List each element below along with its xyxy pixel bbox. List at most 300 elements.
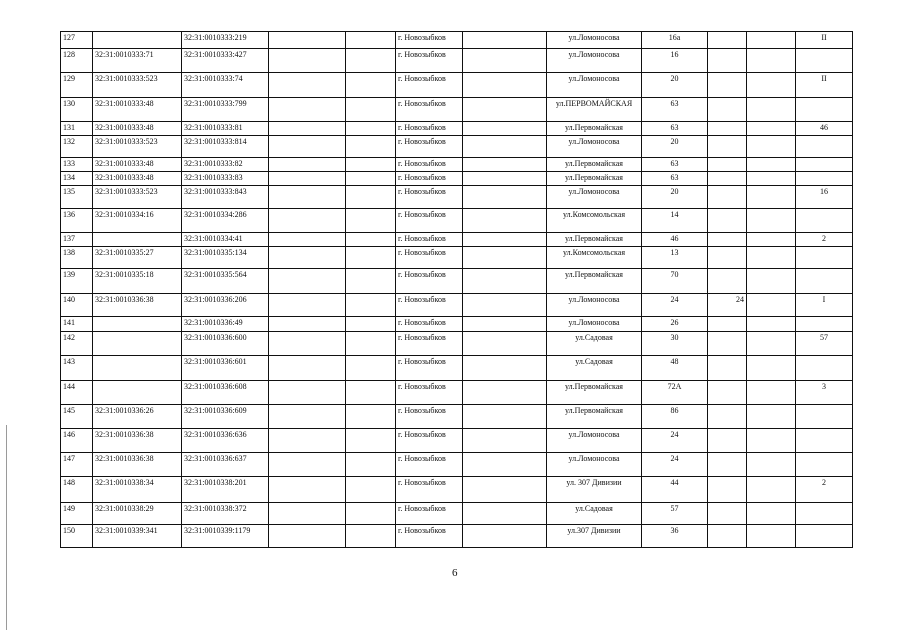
- cell-extra-col-c: [463, 317, 547, 332]
- cell-flat-number: [708, 158, 747, 172]
- cell-flat-number: [708, 317, 747, 332]
- cell-extra-col-d: [747, 525, 796, 548]
- table-row: [61, 502, 853, 524]
- cell-street: ул.Первомайская: [547, 171, 642, 185]
- cell-extra-col-a: [269, 293, 346, 317]
- cell-settlement: г. Новозыбков: [396, 98, 463, 122]
- cell-extra-col-d: [747, 502, 796, 524]
- cell-settlement: г. Новозыбков: [396, 158, 463, 172]
- cell-building-cadastral-number: 32:31:0010336:609: [182, 404, 269, 429]
- cell-house-number: 16: [642, 49, 708, 73]
- cell-house-number: 30: [642, 332, 708, 356]
- cell-extra-col-b: [346, 171, 396, 185]
- table-row: [61, 293, 853, 317]
- cell-category: [796, 452, 853, 477]
- cell-street: ул.Ломоносова: [547, 135, 642, 157]
- cell-extra-col-d: [747, 121, 796, 135]
- cell-street: ул.Садовая: [547, 355, 642, 381]
- cell-extra-col-a: [269, 32, 346, 49]
- cell-street: ул.Комсомольская: [547, 209, 642, 233]
- cell-extra-col-d: [747, 135, 796, 157]
- cell-building-cadastral-number: 32:31:0010336:206: [182, 293, 269, 317]
- cell-flat-number: [708, 232, 747, 246]
- cell-extra-col-d: [747, 246, 796, 268]
- cell-extra-col-b: [346, 452, 396, 477]
- cell-extra-col-b: [346, 332, 396, 356]
- cell-extra-col-c: [463, 121, 547, 135]
- cell-extra-col-d: [747, 429, 796, 453]
- cell-category: [796, 98, 853, 122]
- cell-extra-col-b: [346, 185, 396, 209]
- cell-land-cadastral-number: 32:31:0010339:341: [93, 525, 182, 548]
- cell-land-cadastral-number: 32:31:0010333:48: [93, 121, 182, 135]
- cell-extra-col-b: [346, 98, 396, 122]
- cell-extra-col-c: [463, 332, 547, 356]
- cell-category: [796, 171, 853, 185]
- property-registry-table: [60, 31, 853, 548]
- cell-extra-col-d: [747, 293, 796, 317]
- cell-extra-col-c: [463, 49, 547, 73]
- cell-extra-col-c: [463, 269, 547, 294]
- cell-land-cadastral-number: 32:31:0010335:18: [93, 269, 182, 294]
- cell-house-number: 46: [642, 232, 708, 246]
- cell-category: 16: [796, 185, 853, 209]
- cell-flat-number: [708, 135, 747, 157]
- cell-building-cadastral-number: 32:31:0010336:49: [182, 317, 269, 332]
- table-row: [61, 158, 853, 172]
- cell-land-cadastral-number: 32:31:0010338:34: [93, 477, 182, 503]
- cell-row-number: 134: [61, 171, 93, 185]
- table-row: [61, 135, 853, 157]
- cell-house-number: 20: [642, 185, 708, 209]
- cell-extra-col-b: [346, 502, 396, 524]
- cell-street: ул.Ломоносова: [547, 185, 642, 209]
- cell-row-number: 128: [61, 49, 93, 73]
- cell-category: [796, 49, 853, 73]
- cell-category: [796, 404, 853, 429]
- cell-extra-col-d: [747, 49, 796, 73]
- cell-row-number: 140: [61, 293, 93, 317]
- cell-settlement: г. Новозыбков: [396, 525, 463, 548]
- cell-house-number: 24: [642, 429, 708, 453]
- cell-extra-col-c: [463, 158, 547, 172]
- cell-category: I: [796, 293, 853, 317]
- cell-extra-col-b: [346, 269, 396, 294]
- cell-extra-col-c: [463, 135, 547, 157]
- cell-house-number: 86: [642, 404, 708, 429]
- cell-row-number: 130: [61, 98, 93, 122]
- cell-category: [796, 317, 853, 332]
- cell-flat-number: [708, 332, 747, 356]
- cell-building-cadastral-number: 32:31:0010333:81: [182, 121, 269, 135]
- cell-extra-col-d: [747, 185, 796, 209]
- cell-settlement: г. Новозыбков: [396, 477, 463, 503]
- cell-category: [796, 502, 853, 524]
- cell-building-cadastral-number: 32:31:0010333:799: [182, 98, 269, 122]
- cell-building-cadastral-number: 32:31:0010336:608: [182, 381, 269, 405]
- cell-land-cadastral-number: [93, 232, 182, 246]
- cell-street: ул.Первомайская: [547, 269, 642, 294]
- table-row: [61, 332, 853, 356]
- cell-land-cadastral-number: 32:31:0010333:523: [93, 72, 182, 98]
- table-row: [61, 232, 853, 246]
- cell-extra-col-d: [747, 477, 796, 503]
- cell-extra-col-c: [463, 32, 547, 49]
- cell-house-number: 70: [642, 269, 708, 294]
- table-row: [61, 452, 853, 477]
- cell-house-number: 14: [642, 209, 708, 233]
- cell-house-number: 13: [642, 246, 708, 268]
- cell-house-number: 36: [642, 525, 708, 548]
- cell-land-cadastral-number: 32:31:0010336:38: [93, 452, 182, 477]
- cell-settlement: г. Новозыбков: [396, 49, 463, 73]
- cell-extra-col-c: [463, 185, 547, 209]
- table-row: [61, 185, 853, 209]
- cell-building-cadastral-number: 32:31:0010333:843: [182, 185, 269, 209]
- scan-edge-line: [6, 425, 7, 630]
- table-row: [61, 209, 853, 233]
- cell-house-number: 26: [642, 317, 708, 332]
- cell-row-number: 149: [61, 502, 93, 524]
- cell-extra-col-d: [747, 355, 796, 381]
- cell-land-cadastral-number: 32:31:0010336:38: [93, 429, 182, 453]
- cell-settlement: г. Новозыбков: [396, 121, 463, 135]
- cell-row-number: 142: [61, 332, 93, 356]
- cell-extra-col-b: [346, 381, 396, 405]
- cell-extra-col-a: [269, 121, 346, 135]
- cell-extra-col-b: [346, 246, 396, 268]
- cell-extra-col-b: [346, 209, 396, 233]
- cell-flat-number: [708, 171, 747, 185]
- cell-flat-number: [708, 269, 747, 294]
- cell-street: ул.Первомайская: [547, 381, 642, 405]
- cell-land-cadastral-number: [93, 317, 182, 332]
- cell-extra-col-c: [463, 502, 547, 524]
- cell-extra-col-c: [463, 246, 547, 268]
- cell-row-number: 137: [61, 232, 93, 246]
- table-body: [61, 32, 853, 548]
- cell-category: [796, 525, 853, 548]
- cell-building-cadastral-number: 32:31:0010338:372: [182, 502, 269, 524]
- cell-land-cadastral-number: 32:31:0010333:523: [93, 185, 182, 209]
- cell-street: ул.Первомайская: [547, 158, 642, 172]
- cell-extra-col-a: [269, 185, 346, 209]
- cell-row-number: 148: [61, 477, 93, 503]
- cell-category: [796, 355, 853, 381]
- cell-building-cadastral-number: 32:31:0010336:600: [182, 332, 269, 356]
- cell-land-cadastral-number: 32:31:0010338:29: [93, 502, 182, 524]
- cell-row-number: 139: [61, 269, 93, 294]
- cell-extra-col-d: [747, 404, 796, 429]
- cell-street: ул.307 Дивизии: [547, 525, 642, 548]
- cell-flat-number: [708, 355, 747, 381]
- cell-building-cadastral-number: 32:31:0010333:83: [182, 171, 269, 185]
- cell-land-cadastral-number: 32:31:0010334:16: [93, 209, 182, 233]
- cell-settlement: г. Новозыбков: [396, 269, 463, 294]
- cell-street: ул.Ломоносова: [547, 72, 642, 98]
- cell-row-number: 147: [61, 452, 93, 477]
- cell-extra-col-a: [269, 246, 346, 268]
- cell-extra-col-d: [747, 209, 796, 233]
- cell-house-number: 20: [642, 135, 708, 157]
- cell-extra-col-d: [747, 158, 796, 172]
- cell-category: [796, 209, 853, 233]
- cell-extra-col-a: [269, 269, 346, 294]
- cell-flat-number: [708, 404, 747, 429]
- cell-settlement: г. Новозыбков: [396, 246, 463, 268]
- cell-extra-col-b: [346, 293, 396, 317]
- cell-row-number: 127: [61, 32, 93, 49]
- cell-extra-col-c: [463, 429, 547, 453]
- table-row: [61, 477, 853, 503]
- cell-flat-number: [708, 477, 747, 503]
- cell-street: ул.Ломоносова: [547, 317, 642, 332]
- table-row: [61, 355, 853, 381]
- cell-land-cadastral-number: 32:31:0010336:26: [93, 404, 182, 429]
- cell-extra-col-d: [747, 332, 796, 356]
- cell-street: ул.Ломоносова: [547, 452, 642, 477]
- cell-flat-number: [708, 381, 747, 405]
- cell-extra-col-d: [747, 269, 796, 294]
- table-row: [61, 32, 853, 49]
- cell-extra-col-c: [463, 293, 547, 317]
- cell-extra-col-b: [346, 355, 396, 381]
- cell-extra-col-a: [269, 332, 346, 356]
- cell-row-number: 135: [61, 185, 93, 209]
- cell-extra-col-a: [269, 452, 346, 477]
- cell-house-number: 63: [642, 98, 708, 122]
- cell-flat-number: [708, 72, 747, 98]
- cell-row-number: 150: [61, 525, 93, 548]
- cell-extra-col-b: [346, 121, 396, 135]
- cell-row-number: 145: [61, 404, 93, 429]
- cell-house-number: 63: [642, 121, 708, 135]
- cell-category: 57: [796, 332, 853, 356]
- cell-street: ул.Ломоносова: [547, 429, 642, 453]
- cell-building-cadastral-number: 32:31:0010336:636: [182, 429, 269, 453]
- cell-extra-col-a: [269, 525, 346, 548]
- cell-extra-col-c: [463, 525, 547, 548]
- cell-extra-col-c: [463, 232, 547, 246]
- cell-extra-col-d: [747, 32, 796, 49]
- cell-extra-col-d: [747, 381, 796, 405]
- table-row: [61, 98, 853, 122]
- cell-building-cadastral-number: 32:31:0010334:41: [182, 232, 269, 246]
- cell-settlement: г. Новозыбков: [396, 332, 463, 356]
- cell-house-number: 63: [642, 158, 708, 172]
- cell-street: ул.Ломоносова: [547, 49, 642, 73]
- cell-house-number: 16а: [642, 32, 708, 49]
- cell-category: [796, 158, 853, 172]
- cell-land-cadastral-number: [93, 332, 182, 356]
- cell-settlement: г. Новозыбков: [396, 209, 463, 233]
- cell-flat-number: [708, 98, 747, 122]
- cell-category: [796, 246, 853, 268]
- cell-land-cadastral-number: 32:31:0010333:523: [93, 135, 182, 157]
- cell-street: ул.Садовая: [547, 502, 642, 524]
- cell-extra-col-a: [269, 404, 346, 429]
- cell-extra-col-c: [463, 72, 547, 98]
- cell-land-cadastral-number: [93, 355, 182, 381]
- table-row: [61, 121, 853, 135]
- cell-settlement: г. Новозыбков: [396, 72, 463, 98]
- cell-category: [796, 135, 853, 157]
- cell-building-cadastral-number: 32:31:0010335:134: [182, 246, 269, 268]
- cell-settlement: г. Новозыбков: [396, 355, 463, 381]
- cell-extra-col-a: [269, 171, 346, 185]
- cell-extra-col-b: [346, 158, 396, 172]
- cell-building-cadastral-number: 32:31:0010333:219: [182, 32, 269, 49]
- cell-row-number: 131: [61, 121, 93, 135]
- cell-street: ул.Ломоносова: [547, 32, 642, 49]
- cell-extra-col-a: [269, 98, 346, 122]
- cell-flat-number: [708, 209, 747, 233]
- cell-category: II: [796, 72, 853, 98]
- cell-flat-number: [708, 429, 747, 453]
- cell-extra-col-b: [346, 32, 396, 49]
- cell-extra-col-d: [747, 72, 796, 98]
- cell-extra-col-a: [269, 49, 346, 73]
- cell-street: ул.Садовая: [547, 332, 642, 356]
- cell-extra-col-b: [346, 477, 396, 503]
- table-row: [61, 171, 853, 185]
- cell-flat-number: [708, 525, 747, 548]
- cell-settlement: г. Новозыбков: [396, 404, 463, 429]
- cell-extra-col-a: [269, 317, 346, 332]
- table-row: [61, 246, 853, 268]
- cell-house-number: 63: [642, 171, 708, 185]
- cell-street: ул.Первомайская: [547, 121, 642, 135]
- cell-extra-col-c: [463, 404, 547, 429]
- cell-settlement: г. Новозыбков: [396, 135, 463, 157]
- cell-category: [796, 269, 853, 294]
- cell-settlement: г. Новозыбков: [396, 452, 463, 477]
- cell-extra-col-b: [346, 232, 396, 246]
- cell-row-number: 144: [61, 381, 93, 405]
- cell-extra-col-b: [346, 404, 396, 429]
- cell-extra-col-c: [463, 477, 547, 503]
- cell-extra-col-a: [269, 381, 346, 405]
- cell-extra-col-a: [269, 502, 346, 524]
- cell-building-cadastral-number: 32:31:0010336:601: [182, 355, 269, 381]
- cell-extra-col-a: [269, 209, 346, 233]
- table-row: [61, 381, 853, 405]
- cell-building-cadastral-number: 32:31:0010334:286: [182, 209, 269, 233]
- cell-street: ул.Комсомольская: [547, 246, 642, 268]
- cell-house-number: 24: [642, 452, 708, 477]
- cell-extra-col-b: [346, 135, 396, 157]
- cell-category: 3: [796, 381, 853, 405]
- cell-extra-col-b: [346, 429, 396, 453]
- cell-settlement: г. Новозыбков: [396, 317, 463, 332]
- cell-extra-col-c: [463, 355, 547, 381]
- cell-extra-col-b: [346, 49, 396, 73]
- cell-land-cadastral-number: 32:31:0010333:48: [93, 171, 182, 185]
- cell-extra-col-a: [269, 72, 346, 98]
- cell-category: II: [796, 32, 853, 49]
- cell-building-cadastral-number: 32:31:0010333:814: [182, 135, 269, 157]
- cell-land-cadastral-number: 32:31:0010336:38: [93, 293, 182, 317]
- cell-house-number: 48: [642, 355, 708, 381]
- table-row: [61, 317, 853, 332]
- cell-street: ул.Первомайская: [547, 232, 642, 246]
- cell-house-number: 44: [642, 477, 708, 503]
- cell-flat-number: [708, 121, 747, 135]
- cell-building-cadastral-number: 32:31:0010333:74: [182, 72, 269, 98]
- cell-land-cadastral-number: 32:31:0010333:48: [93, 158, 182, 172]
- cell-house-number: 20: [642, 72, 708, 98]
- cell-extra-col-b: [346, 72, 396, 98]
- table-row: [61, 269, 853, 294]
- cell-settlement: г. Новозыбков: [396, 381, 463, 405]
- cell-building-cadastral-number: 32:31:0010335:564: [182, 269, 269, 294]
- cell-category: [796, 429, 853, 453]
- cell-row-number: 133: [61, 158, 93, 172]
- cell-street: ул. 307 Дивизии: [547, 477, 642, 503]
- cell-settlement: г. Новозыбков: [396, 171, 463, 185]
- cell-house-number: 72А: [642, 381, 708, 405]
- cell-land-cadastral-number: 32:31:0010333:71: [93, 49, 182, 73]
- cell-flat-number: [708, 32, 747, 49]
- cell-settlement: г. Новозыбков: [396, 502, 463, 524]
- cell-flat-number: [708, 185, 747, 209]
- page-number: 6: [452, 567, 458, 579]
- cell-building-cadastral-number: 32:31:0010339:1179: [182, 525, 269, 548]
- cell-land-cadastral-number: [93, 32, 182, 49]
- cell-extra-col-a: [269, 135, 346, 157]
- cell-row-number: 138: [61, 246, 93, 268]
- cell-flat-number: [708, 502, 747, 524]
- cell-extra-col-c: [463, 381, 547, 405]
- cell-extra-col-c: [463, 171, 547, 185]
- table-row: [61, 49, 853, 73]
- cell-settlement: г. Новозыбков: [396, 185, 463, 209]
- cell-row-number: 143: [61, 355, 93, 381]
- cell-flat-number: [708, 452, 747, 477]
- cell-category: 2: [796, 232, 853, 246]
- cell-extra-col-c: [463, 98, 547, 122]
- cell-extra-col-a: [269, 158, 346, 172]
- cell-street: ул.Ломоносова: [547, 293, 642, 317]
- cell-flat-number: 24: [708, 293, 747, 317]
- cell-category: 2: [796, 477, 853, 503]
- cell-land-cadastral-number: 32:31:0010335:27: [93, 246, 182, 268]
- cell-settlement: г. Новозыбков: [396, 232, 463, 246]
- cell-extra-col-a: [269, 429, 346, 453]
- cell-row-number: 132: [61, 135, 93, 157]
- cell-flat-number: [708, 49, 747, 73]
- cell-building-cadastral-number: 32:31:0010333:427: [182, 49, 269, 73]
- cell-extra-col-a: [269, 477, 346, 503]
- cell-house-number: 24: [642, 293, 708, 317]
- cell-settlement: г. Новозыбков: [396, 293, 463, 317]
- cell-row-number: 146: [61, 429, 93, 453]
- cell-row-number: 136: [61, 209, 93, 233]
- cell-extra-col-d: [747, 317, 796, 332]
- cell-extra-col-c: [463, 452, 547, 477]
- cell-extra-col-b: [346, 525, 396, 548]
- cell-extra-col-a: [269, 232, 346, 246]
- cell-extra-col-b: [346, 317, 396, 332]
- cell-extra-col-c: [463, 209, 547, 233]
- cell-row-number: 141: [61, 317, 93, 332]
- cell-category: 46: [796, 121, 853, 135]
- cell-house-number: 57: [642, 502, 708, 524]
- cell-building-cadastral-number: 32:31:0010333:82: [182, 158, 269, 172]
- cell-street: ул.Первомайская: [547, 404, 642, 429]
- cell-building-cadastral-number: 32:31:0010338:201: [182, 477, 269, 503]
- cell-extra-col-d: [747, 98, 796, 122]
